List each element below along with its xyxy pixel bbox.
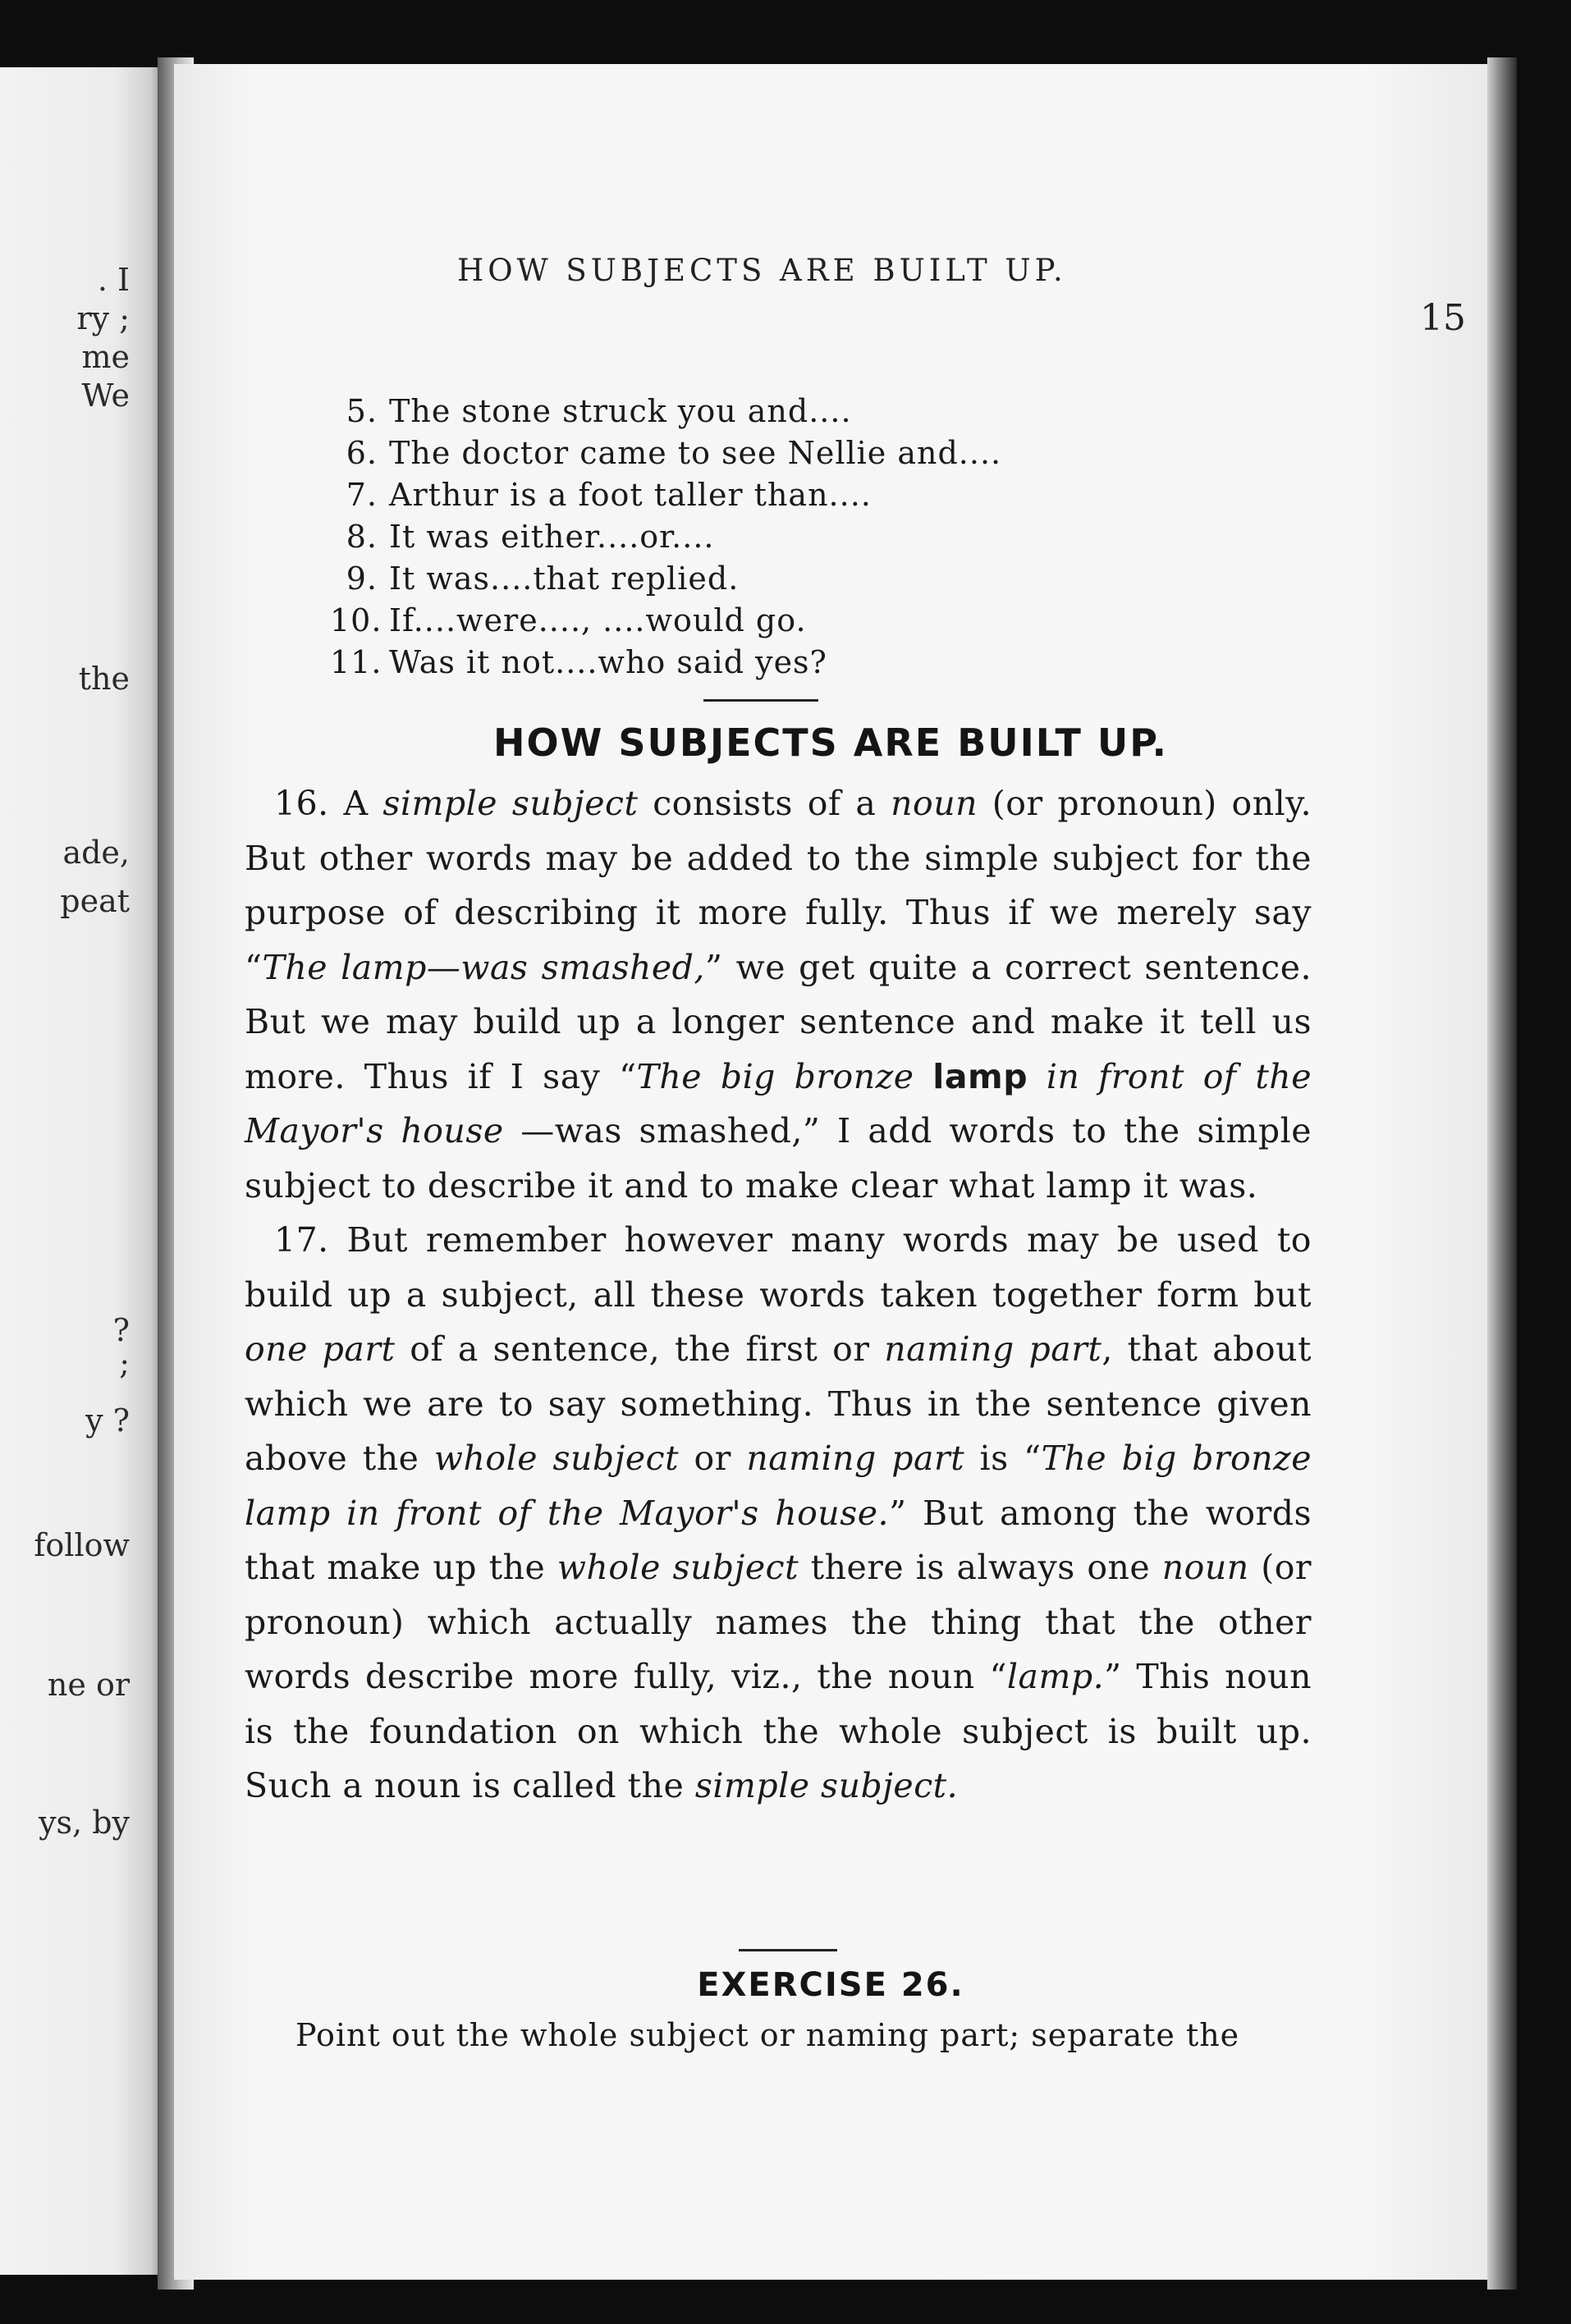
list-item [330,558,1001,600]
left-page-fragment: peat [60,883,130,919]
list-item-text: Was it not....who said yes? [389,644,827,680]
text-run: is “ [964,1439,1042,1478]
list-item [330,432,1001,474]
list-item [330,642,1001,684]
section-divider [703,699,818,702]
italic-term: noun [891,784,978,823]
exercise-instruction: Point out the whole subject or naming part; separate the [295,2017,1240,2053]
text-run: there is always one [799,1548,1162,1587]
italic-term: in front of the Mayor's house [245,1056,1312,1151]
left-page-fragment: follow [34,1527,130,1563]
text-run: consists of a [638,784,891,823]
text-run: ” we get quite a correct sentence. But we may build up a longer sentence and make it tell us more. Thus if I say “ [245,947,1312,1096]
list-item-number: 6. [346,435,378,471]
text-run: of a sentence, the first or [395,1329,885,1369]
paragraph-number: 16. [274,784,329,823]
list-item-number: 11. [330,644,382,680]
italic-term: simple subject. [694,1766,959,1805]
body-text [245,776,1312,1814]
left-page-fragment: y ? [85,1402,130,1439]
paragraph-16 [245,776,1312,1213]
italic-term: The big bronze lamp in front of the Mayor's house. [245,1439,1312,1533]
exercise-divider [739,1949,837,1951]
left-page-fragment: We [81,377,130,414]
left-page-fragment: ? [112,1312,130,1348]
book-page [174,64,1487,2280]
exercise-heading: EXERCISE 26. [697,1966,964,2004]
text-run: A [343,784,383,823]
italic-term: The lamp—was smashed, [262,947,705,987]
left-page-fragment: ry ; [76,300,130,336]
list-item-text: The stone struck you and.... [389,393,852,429]
list-item-text: Arthur is a foot taller than.... [389,477,872,513]
text-run: (or pronoun) which actually names the thing that the other words describe more fully, viz., the noun “ [245,1548,1312,1696]
text-run: ” But among the words that make up the [245,1493,1312,1587]
list-item-text: The doctor came to see Nellie and.... [389,435,1002,471]
left-page-fragment: . I [97,262,130,298]
list-item [330,391,1001,432]
text-run: ” This noun is the foundation on which the whole subject is built up. Such a noun is called the [245,1657,1312,1805]
paragraph-number: 17. [274,1220,329,1260]
page-number: 15 [1420,297,1466,339]
italic-term: whole subject [556,1548,799,1587]
italic-term: one part [245,1329,396,1369]
running-head: HOW SUBJECTS ARE BUILT UP. [457,253,1067,288]
left-page-fragment: the [78,661,130,697]
paragraph-17 [245,1213,1312,1814]
italic-term: simple subject [382,784,639,823]
left-page-fragment: ; [119,1345,130,1381]
italic-term: whole subject [433,1439,680,1478]
left-facing-page [0,67,164,2275]
left-page-fragment: ne or [47,1667,130,1703]
bold-term: lamp [932,1056,1028,1096]
text-run: , that about which we are to say something. Thus in the sentence given above the [245,1329,1312,1478]
italic-term: The big bronze [636,1056,914,1096]
list-item-text: It was either....or.... [389,519,715,555]
text-run: —was smashed,” I add words to the simple subject to describe it and to make clear what lamp it was. [245,1111,1312,1205]
section-heading: HOW SUBJECTS ARE BUILT UP. [493,721,1168,765]
italic-term: naming part [746,1439,965,1478]
list-item-number: 7. [346,477,378,513]
list-item-text: It was....that replied. [389,560,740,597]
list-item [330,516,1001,558]
list-item-number: 8. [346,519,378,555]
list-item [330,474,1001,516]
italic-term: lamp. [1006,1657,1105,1696]
left-page-fragment: ys, by [39,1805,130,1841]
text-run: (or pronoun) only. But other words may be added to the simple subject for the purpose of describing it more fully. Thus if we merely say “ [245,784,1312,987]
list-item-number: 10. [330,602,382,638]
text-run: or [679,1439,747,1478]
exercise-list [330,391,1001,684]
italic-term: noun [1161,1548,1249,1587]
list-item-number: 5. [346,393,378,429]
list-item [330,600,1001,642]
list-item-text: If....were...., ....would go. [389,602,807,638]
left-page-fragment: ade, [62,835,130,871]
list-item-number: 9. [346,560,378,597]
italic-term: naming part [884,1329,1102,1369]
text-run: But remember however many words may be used to build up a subject, all these words taken together form but [245,1220,1312,1315]
left-page-fragment: me [81,339,130,375]
page-edge-shadow [1487,57,1517,2290]
